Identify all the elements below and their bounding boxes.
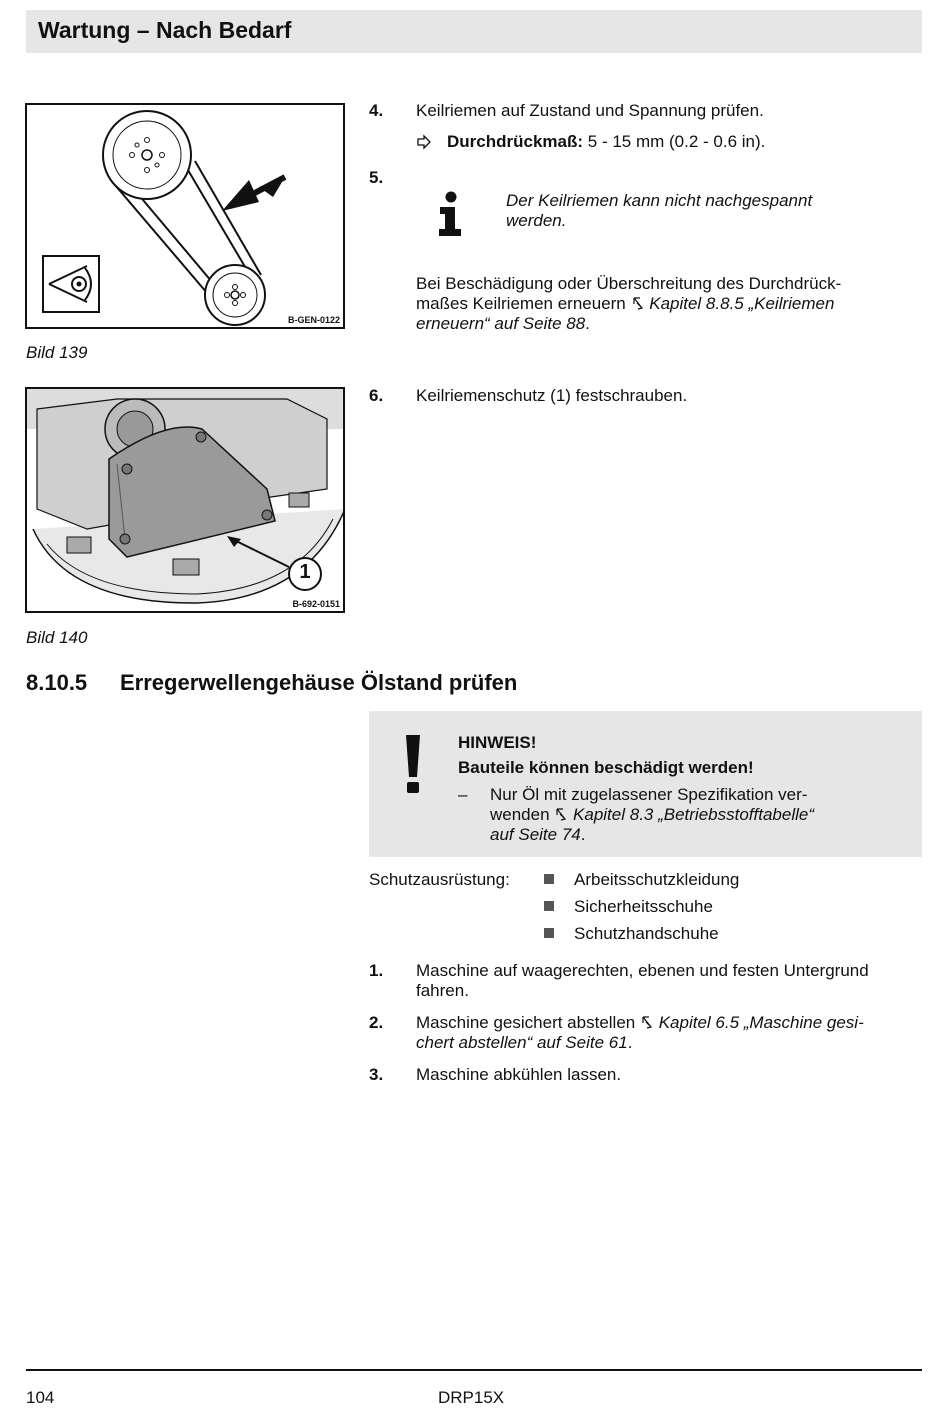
info-icon <box>437 191 463 237</box>
result-label: Durchdrückmaß: <box>447 132 584 151</box>
notice-line: Nur Öl mit zugelassener Spezifikation ver- <box>490 785 808 804</box>
reference-hand-icon <box>554 805 573 824</box>
protection-item: Schutzhandschuhe <box>574 924 719 943</box>
notice-box <box>369 711 922 857</box>
square-bullet-icon <box>544 928 554 938</box>
reference-hand-icon <box>631 294 650 313</box>
step-text: Maschine abkühlen lassen. <box>416 1065 622 1084</box>
protection-item: Sicherheitsschuhe <box>574 897 713 916</box>
protection-item: Arbeitsschutzkleidung <box>574 870 740 889</box>
figure-caption: Bild 140 <box>26 628 88 647</box>
chapter-link[interactable]: auf Seite 74 <box>490 825 581 844</box>
plain-text: Maschine gesichert abstellen <box>416 1013 636 1032</box>
figure-139 <box>25 103 345 329</box>
chapter-link[interactable]: erneuern“ auf Seite 88 <box>416 314 586 333</box>
result-line <box>447 132 765 152</box>
step-text: fahren. <box>416 981 469 1000</box>
plain-text: wenden <box>490 805 550 824</box>
damage-text-line: Bei Beschädigung oder Überschreitung des Durchdrück- <box>416 274 842 293</box>
notice-signal-word: HINWEIS! <box>458 733 537 752</box>
damage-text-line <box>416 314 590 334</box>
figure-caption: Bild 139 <box>26 343 88 362</box>
plain-text: . <box>580 825 586 844</box>
model-name: DRP15X <box>438 1388 505 1407</box>
notice-headline: Bauteile können beschädigt werden! <box>458 758 754 777</box>
step-text: Keilriemenschutz (1) festschrauben. <box>416 386 688 405</box>
damage-text-line <box>416 294 834 314</box>
belt-drive-drawing <box>27 105 343 327</box>
belt-guard-drawing <box>27 389 343 611</box>
chapter-link[interactable]: Kapitel 6.5 „Maschine gesi- <box>658 1013 864 1032</box>
square-bullet-icon <box>544 901 554 911</box>
plain-text: . <box>627 1033 633 1052</box>
figure-code: B-692-0151 <box>292 599 340 609</box>
step-number: 3. <box>369 1065 384 1084</box>
step-number: 1. <box>369 961 384 980</box>
footer-rule <box>26 1369 922 1371</box>
plain-text: . <box>585 314 590 333</box>
step-text: Keilriemen auf Zustand und Spannung prüfen. <box>416 101 764 120</box>
section-number: 8.10.5 <box>26 670 88 695</box>
page-number: 104 <box>26 1388 55 1407</box>
step-text: Maschine auf waagerechten, ebenen und festen Untergrund <box>416 961 869 980</box>
result-value: 5 - 15 mm (0.2 - 0.6 in). <box>587 132 766 151</box>
figure-code: B-GEN-0122 <box>287 315 340 325</box>
notice-dash: – <box>458 785 468 804</box>
step-number: 4. <box>369 101 384 120</box>
chapter-link[interactable]: Kapitel 8.3 „Betriebsstofftabelle“ <box>573 805 814 824</box>
notice-line <box>490 825 585 845</box>
figure-140 <box>25 387 345 613</box>
plain-text: maßes Keilriemen erneuern <box>416 294 626 313</box>
step-text <box>416 1033 632 1053</box>
result-arrow-icon <box>416 134 432 150</box>
square-bullet-icon <box>544 874 554 884</box>
step-number: 2. <box>369 1013 384 1032</box>
reference-hand-icon <box>640 1013 659 1032</box>
chapter-link[interactable]: Kapitel 8.8.5 „Keilriemen <box>649 294 835 313</box>
chapter-link[interactable]: chert abstellen“ auf Seite 61 <box>416 1033 628 1052</box>
callout-label: 1 <box>299 561 311 583</box>
step-number: 5. <box>369 168 384 187</box>
step-text <box>416 1013 864 1033</box>
section-title: Erregerwellengehäuse Ölstand prüfen <box>120 670 518 695</box>
info-note-line: werden. <box>506 211 567 230</box>
notice-line <box>490 805 814 825</box>
page-title: Wartung – Nach Bedarf <box>38 17 292 43</box>
exclamation-icon <box>402 733 424 795</box>
info-note-line: Der Keilriemen kann nicht nachgespannt <box>506 191 813 210</box>
eye-check-icon <box>43 256 99 312</box>
step-number: 6. <box>369 386 384 405</box>
protection-label: Schutzausrüstung: <box>369 870 510 889</box>
